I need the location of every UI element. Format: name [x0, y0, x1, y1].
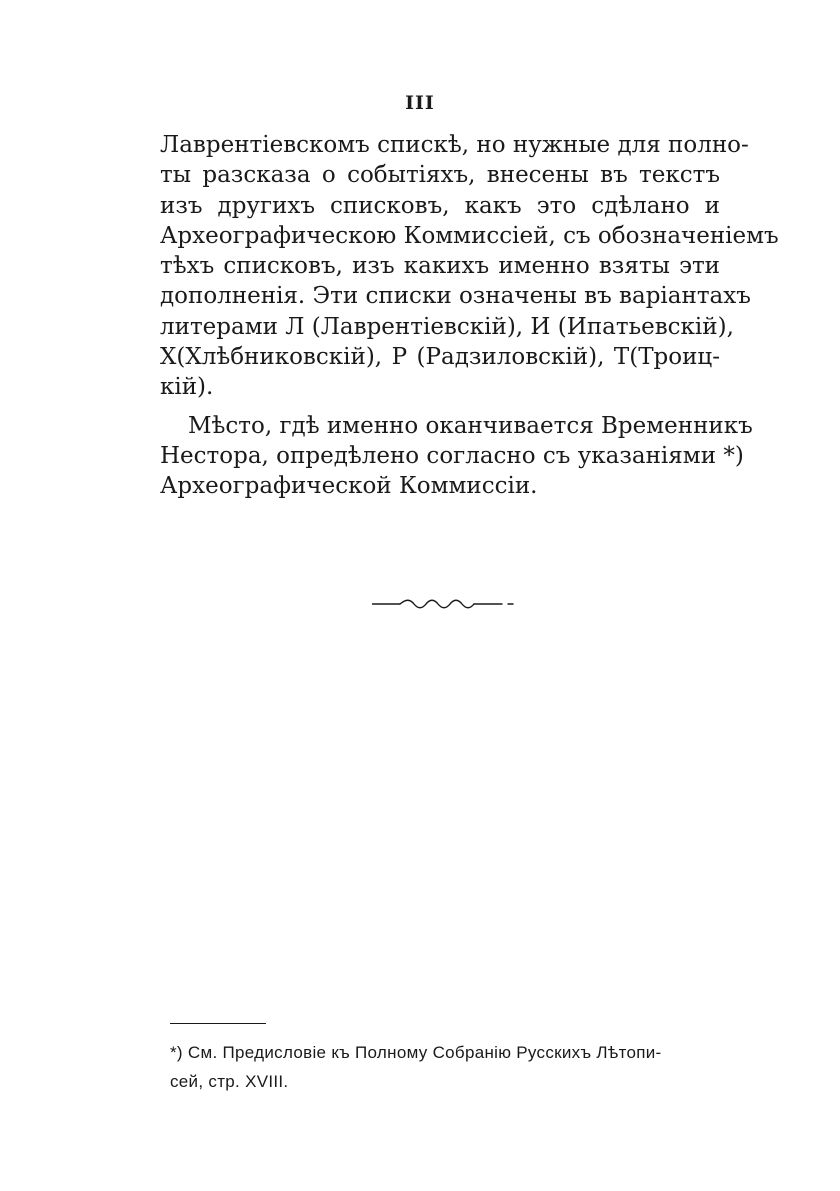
paragraph-1: [160, 130, 779, 403]
text-line: Нестора, опредѣлено согласно съ указаніями *): [160, 442, 744, 469]
footnote-line: *) См. Предисловіе къ Полному Собранію Русскихъ Лѣтопи-: [170, 1043, 662, 1062]
text-line: дополненія. Эти списки означены въ варіантахъ: [160, 283, 751, 310]
text-line: ты разсказа о событіяхъ, внесены въ текстъ: [160, 162, 720, 189]
footnote-rule: [170, 1023, 266, 1024]
footnote-line: сей, стр. XVIII.: [170, 1072, 289, 1091]
ornament-divider: [372, 592, 514, 616]
paragraph-gap: [160, 403, 720, 411]
text-line: тѣхъ списковъ, изъ какихъ именно взяты эти: [160, 253, 720, 280]
text-line: литерами Л (Лаврентіевскій), И (Ипатьевскій),: [160, 313, 734, 340]
main-text: [160, 130, 779, 502]
text-line: Лаврентіевскомъ спискѣ, но нужные для полно-: [160, 132, 749, 158]
text-line: Археографическою Коммиссіей, съ обозначеніемъ: [160, 222, 779, 249]
paragraph-2: [160, 411, 753, 502]
text-line: Мѣсто, гдѣ именно оканчивается Временникъ: [188, 412, 753, 439]
text-line: Археографической Коммиссіи.: [160, 473, 538, 500]
text-line: кій).: [160, 374, 214, 401]
footnote: [170, 1038, 722, 1096]
page-number: III: [405, 92, 435, 114]
text-line: Х(Хлѣбниковскій), Р (Радзиловскій), Т(Троиц-: [160, 344, 720, 371]
text-line: изъ другихъ списковъ, какъ это сдѣлано и: [160, 192, 720, 219]
